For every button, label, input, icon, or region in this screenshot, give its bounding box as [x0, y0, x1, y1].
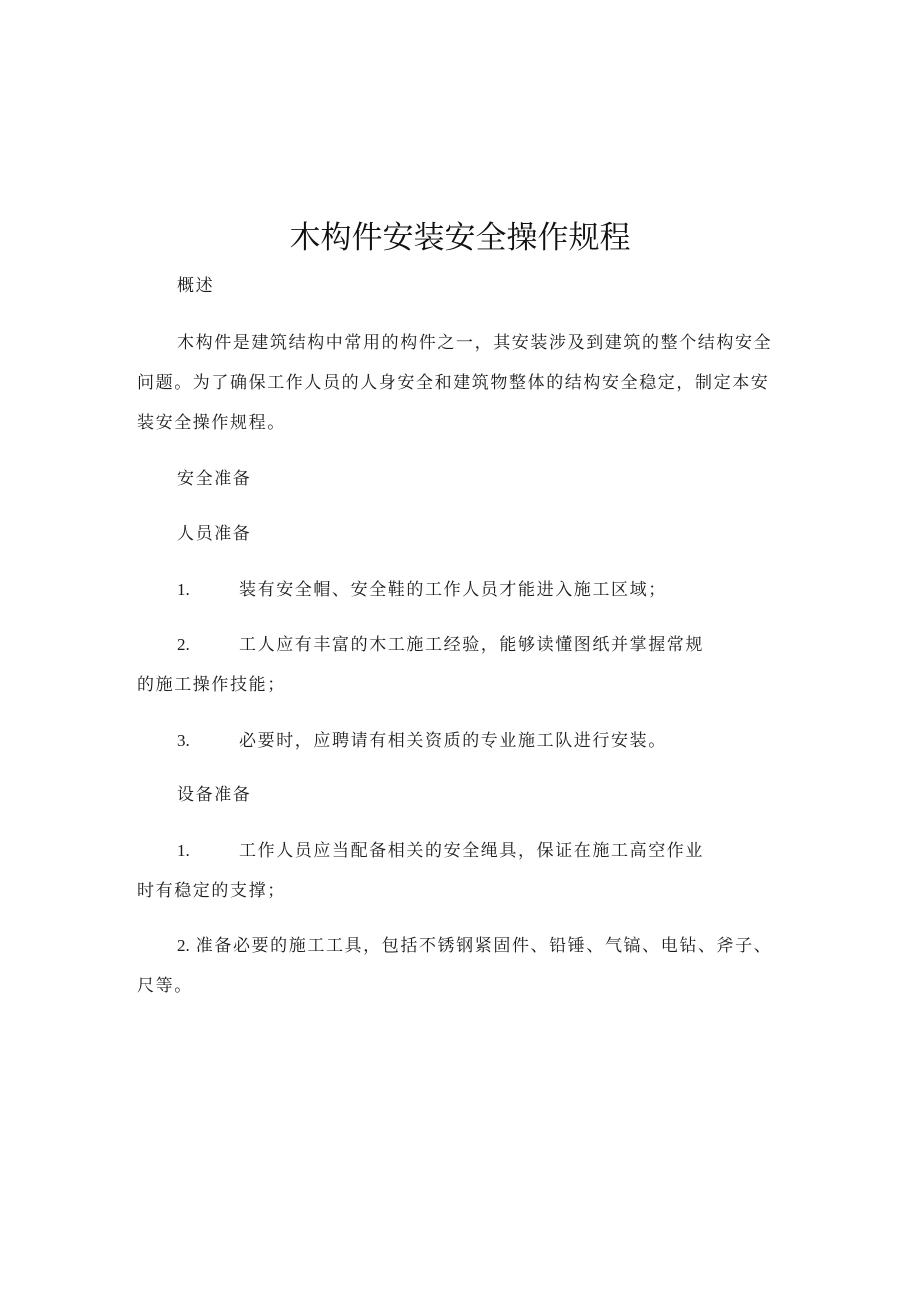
- personnel-item-1: [137, 573, 837, 607]
- list-item-text: 必要时，应聘请有相关资质的专业施工队进行安装。: [239, 731, 667, 751]
- list-item-text: 准备必要的施工工具，包括不锈钢紧固件、铅锤、气镐、电钻、斧子、: [195, 936, 773, 956]
- overview-line-3: 装安全操作规程。: [137, 413, 286, 433]
- list-item-number: 2.: [177, 936, 190, 955]
- list-item-number: 1.: [177, 841, 190, 860]
- document-title: 木构件安装安全操作规程: [289, 220, 631, 256]
- personnel-item-2: [137, 628, 797, 702]
- equipment-item-2: [137, 929, 797, 1003]
- equipment-heading: 设备准备: [177, 785, 252, 805]
- overview-line-2: 问题。为了确保工作人员的人身安全和建筑物整体的结构安全稳定，制定本安: [137, 373, 770, 393]
- equipment-item-1: [137, 834, 797, 908]
- list-item-text-continued: 尺等。: [137, 976, 193, 996]
- list-item-text-continued: 的施工操作技能；: [137, 675, 286, 695]
- personnel-heading: 人员准备: [177, 524, 252, 544]
- list-item-text: 工人应有丰富的木工施工经验，能够读懂图纸并掌握常规: [239, 635, 704, 655]
- list-item-text-continued: 时有稳定的支撑；: [137, 881, 286, 901]
- personnel-item-3: [137, 724, 837, 758]
- overview-paragraph: [137, 326, 797, 440]
- list-item-text: 装有安全帽、安全鞋的工作人员才能进入施工区域；: [239, 580, 667, 600]
- list-item-number: 3.: [177, 731, 190, 750]
- safety-prep-heading: 安全准备: [177, 469, 252, 489]
- list-item-number: 2.: [177, 635, 190, 654]
- list-item-text: 工作人员应当配备相关的安全绳具，保证在施工高空作业: [239, 841, 704, 861]
- overview-line-1: 木构件是建筑结构中常用的构件之一，其安装涉及到建筑的整个结构安全: [177, 333, 773, 353]
- overview-heading: 概述: [177, 276, 215, 296]
- list-item-number: 1.: [177, 580, 190, 599]
